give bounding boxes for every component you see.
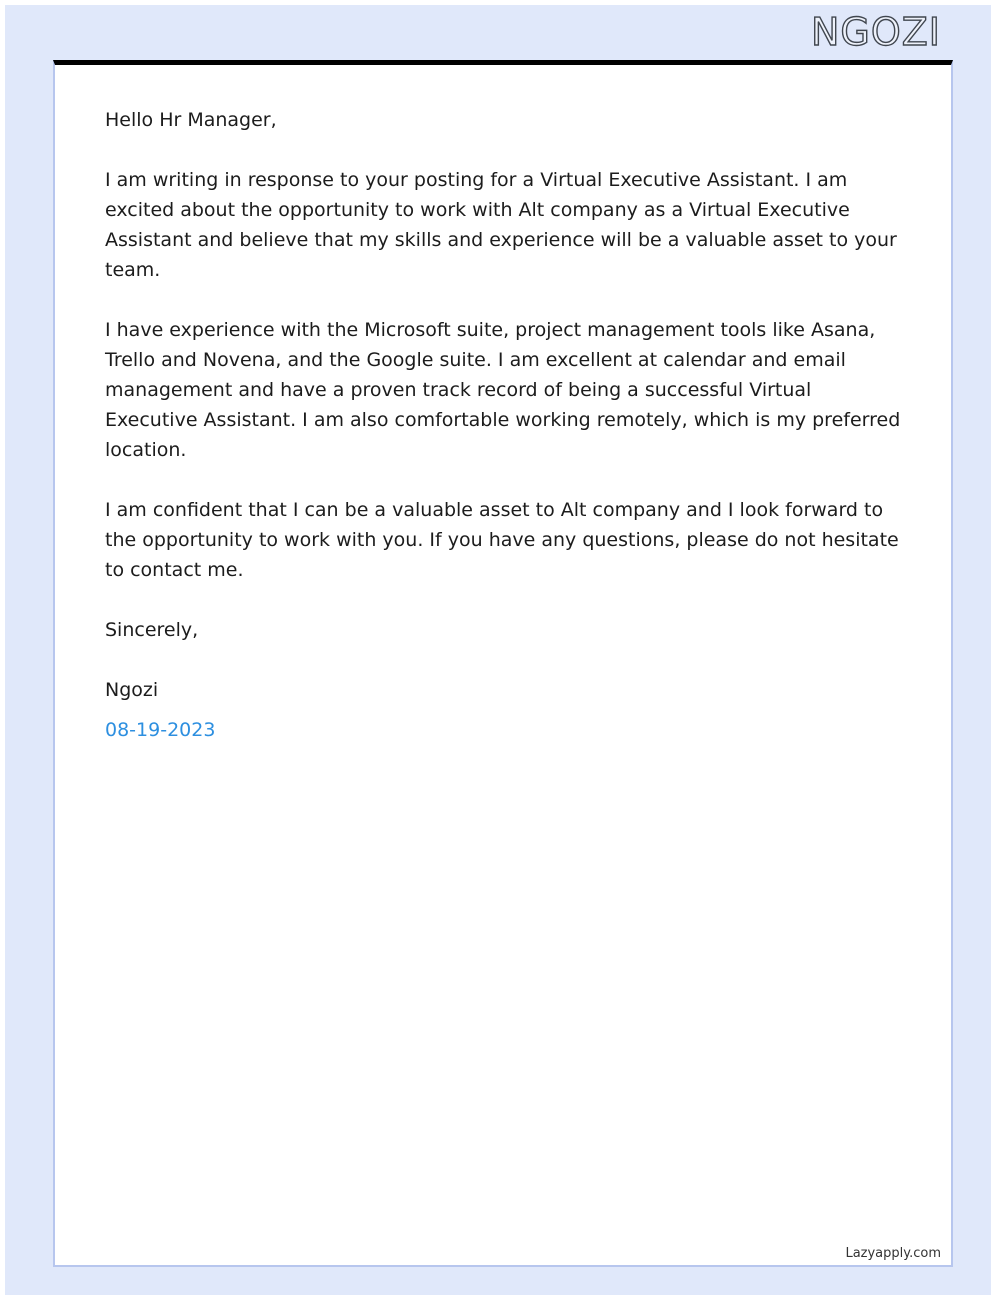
letter-paragraph-1: I am writing in response to your posting for a Virtual Executive Assistant. I am excited about the opportunity to work with Alt company as a Virtual Executive Assistant and believe that my skills and experience will be a valuable asset to your team. <box>105 169 897 281</box>
footer-credit: Lazyapply.com <box>845 1246 941 1261</box>
letter-paragraph-3: I am confident that I can be a valuable asset to Alt company and I look forward to the opportunity to work with you. If you have any questions, please do not hesitate to contact me. <box>105 499 899 581</box>
letter-signature: Ngozi <box>105 679 159 701</box>
page-frame <box>5 5 991 1295</box>
letter-date: 08-19-2023 <box>105 719 216 741</box>
letter-closing: Sincerely, <box>105 619 199 641</box>
letter-paper <box>53 60 953 1267</box>
letter-body <box>105 105 905 745</box>
header-name: NGOZI <box>810 10 941 54</box>
letter-paragraph-2: I have experience with the Microsoft suite, project management tools like Asana, Trello and Novena, and the Google suite. I am excellent at calendar and email management and have a proven track record of being a successful Virtual Executive Assistant. I am also comfortable working remotely, which is my preferred location. <box>105 319 901 461</box>
letter-greeting: Hello Hr Manager, <box>105 109 277 131</box>
